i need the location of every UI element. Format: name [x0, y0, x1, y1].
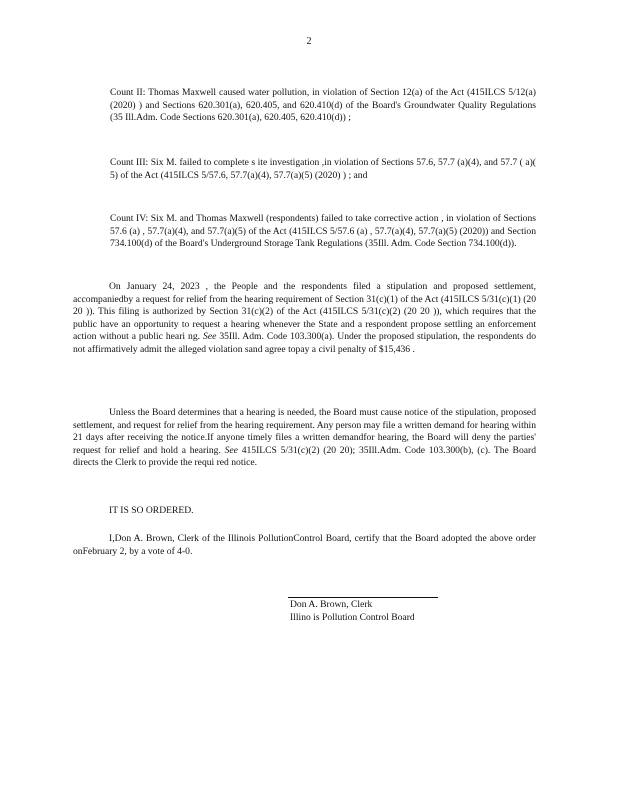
see-signal: See — [224, 444, 238, 456]
signature-line — [288, 597, 438, 598]
order-statement: IT IS SO ORDERED. — [109, 505, 194, 516]
see-signal: See — [203, 331, 217, 343]
signer-organization: Illino is Pollution Control Board — [290, 611, 415, 623]
stipulation-paragraph — [73, 281, 536, 357]
hearing-text-cont: 415ILCS 5/31(c)(2) (20 20); 35Ill.Adm. Code 103.300(b), (c). The Board directs the Clerk to provide the requi red notice. — [73, 444, 536, 469]
clerk-certification — [73, 533, 536, 558]
signer-name: Don A. Brown, Clerk — [290, 599, 373, 610]
stipulation-text-cont: 35Ill. Adm. Code 103.300(a). Under the proposed stipulation, the respondents do not affirmatively admit the alleged violation sand agree topay a civil penalty of $15,436 . — [73, 331, 537, 355]
certification-text: I,Don A. Brown, Clerk of the Illinois PollutionControl Board, certify that the Board adopted the above order onFebruary 2, by a vote of 4-0. — [73, 533, 536, 557]
count-iii: Count III: Six M. failed to complete s ite investigation ,in violation of Sections 57.6, 57.7 (a)(4), and 57.7 ( a)( 5) of the Act (415ILCS 5/57.6, 57.7(a)(4), 57.7(a)(5) (2020) ) ; and — [110, 157, 536, 181]
page-number: 2 — [306, 36, 312, 47]
stipulation-text: On January 24, 2023 , the People and the respondents filed a stipulation and proposed settlement, accompaniedby a request for relief from the hearing requirement of Section 31(c)(1) of the Act (415ILCS 5/31(c)(1) (20 20 )). This filing is authorized by Section 31(c)(2) of the Act (415ILCS 5/31(c)(2) (20 20 )), which requires that the public have an opportunity to request a hearing whenever the State and a respondent propose settling an enforcement action without a public heari ng. — [73, 281, 536, 343]
signature-block — [290, 599, 450, 624]
count-iv: Count IV: Six M. and Thomas Maxwell (respondents) failed to take corrective action , in violation of Sections 57.6 (a) , 57.7(a)(4), and 57.7(a)(5) of the Act (415ILCS 5/57.6 (a) , 57.7(a)(4), 57.7(a)(5) (2020)) and Section 734.100(d) of the Board's Underground Storage Tank Regulations (35Ill. Adm. Code Section 734.100(d)). — [110, 213, 536, 250]
hearing-notice-paragraph — [73, 407, 536, 470]
hearing-text: Unless the Board determines that a hearing is needed, the Board must cause notice of the stipulation, proposed settlement, and request for relief from the hearing requirement. Any person may file a written demand for hearing within 21 days after receiving the notice.If anyone timely files a written demandfor hearing, the Board will deny the parties' request for relief and hold a hearing. — [73, 407, 537, 456]
count-ii: Count II: Thomas Maxwell caused water pollution, in violation of Section 12(a) of the Act (415ILCS 5/12(a) (2020) ) and Sections 620.301(a), 620.405, and 620.410(d) of the Board's Groundwater Quality Regulations (35 Ill.Adm. Code Sections 620.301(a), 620.405, 620.410(d)) ; — [110, 87, 536, 124]
